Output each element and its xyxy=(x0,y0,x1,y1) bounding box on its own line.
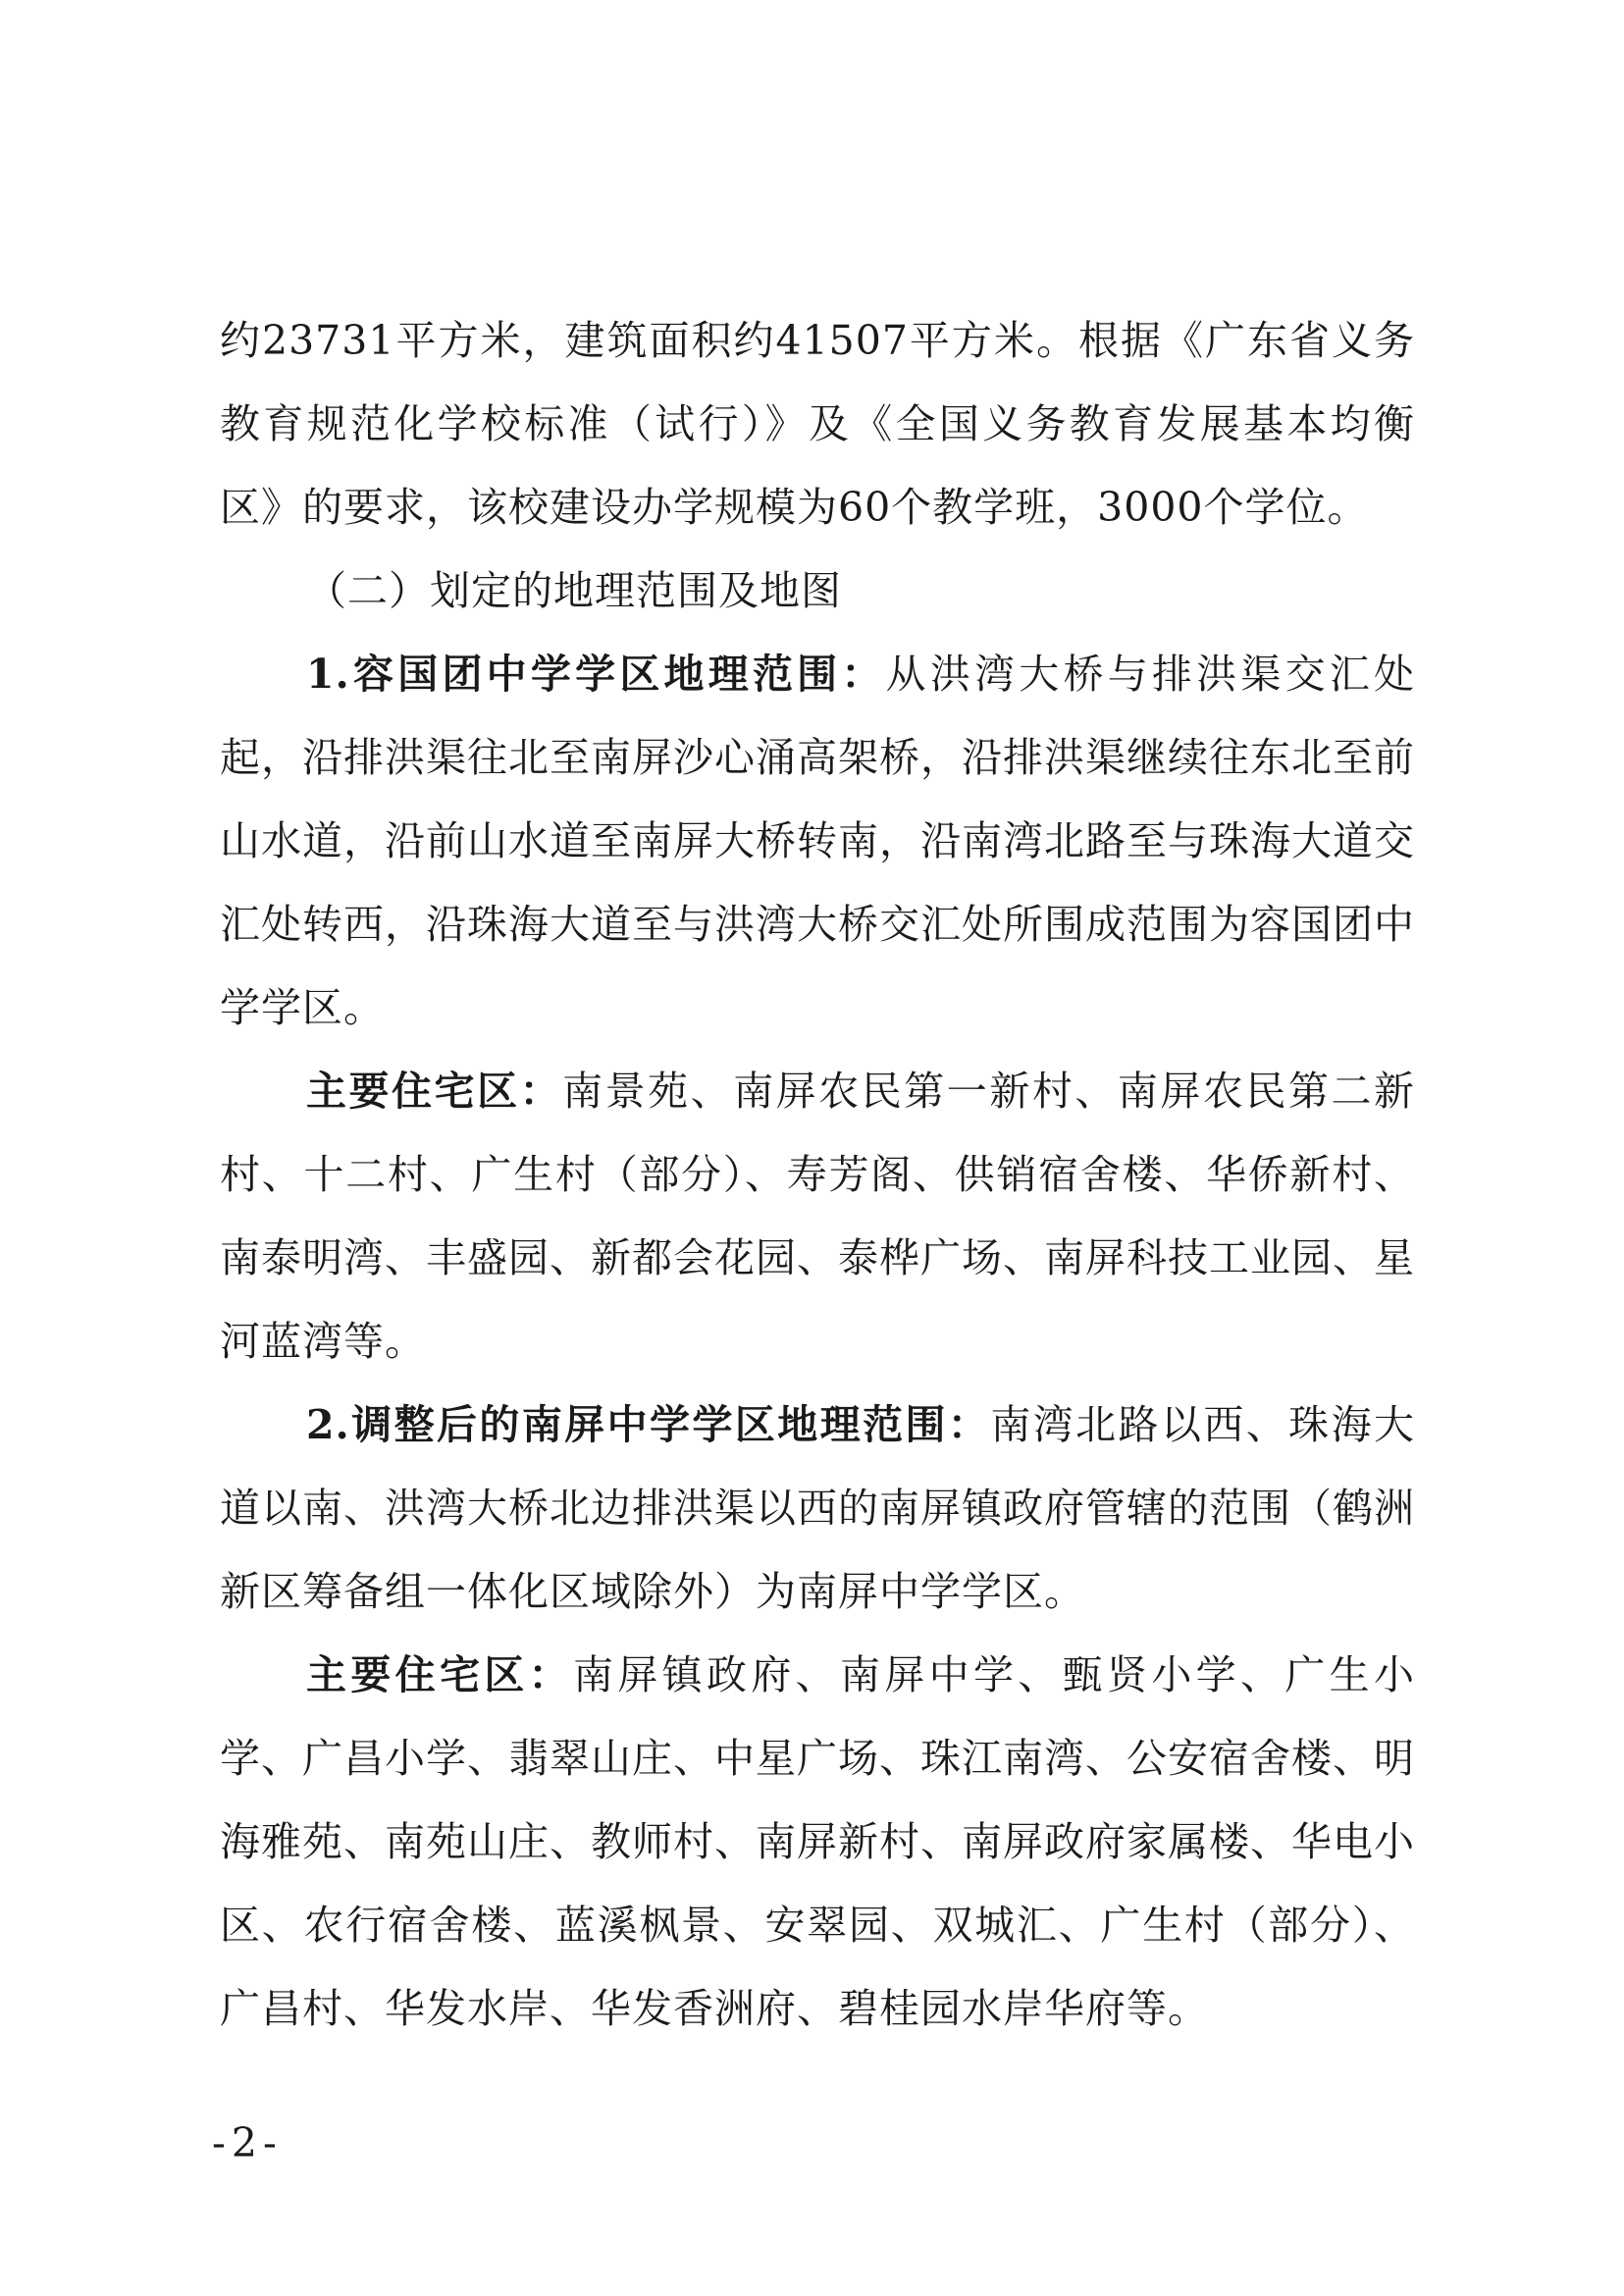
residential-2-text: 南屏镇政府、南屏中学、甄贤小学、广生小学、广昌小学、翡翠山庄、中星广场、珠江南湾、公安宿舍楼、明海雅苑、南苑山庄、教师村、南屏新村、南屏政府家属楼、华电小区、农行宿舍楼、蓝溪枫景、安翠园、双城汇、广生村（部分）、广昌村、华发水岸、华发香洲府、碧桂园水岸华府等。 xyxy=(220,1651,1415,2032)
residential-1-paragraph xyxy=(220,1050,1415,1383)
item-1-label: 1.容国团中学学区地理范围： xyxy=(306,651,886,698)
item-2-text: 南湾北路以西、珠海大道以南、洪湾大桥北边排洪渠以西的南屏镇政府管辖的范围（鹤洲新区筹备组一体化区域除外）为南屏中学学区。 xyxy=(220,1401,1415,1615)
item-1-text-wrapper xyxy=(220,633,1415,1050)
item-1-text: 从洪湾大桥与排洪渠交汇处起，沿排洪渠往北至南屏沙心涌高架桥，沿排洪渠继续往东北至前山水道，沿前山水道至南屏大桥转南，沿南湾北路至与珠海大道交汇处转西，沿珠海大道至与洪湾大桥交汇处所围成范围为容国团中学学区。 xyxy=(220,651,1416,1031)
section-heading xyxy=(220,549,1415,633)
residential-2-text-wrapper xyxy=(220,1634,1415,2051)
residential-1-text: 南景苑、南屏农民第一新村、南屏农民第二新村、十二村、广生村（部分）、寿芳阁、供销宿舍楼、华侨新村、南泰明湾、丰盛园、新都会花园、泰桦广场、南屏科技工业园、星河蓝湾等。 xyxy=(220,1068,1416,1365)
residential-2-paragraph xyxy=(220,1634,1415,2051)
residential-1-text-wrapper xyxy=(220,1050,1415,1383)
item-1-paragraph xyxy=(220,633,1415,1050)
page-number: -2- xyxy=(212,2119,283,2166)
item-2-paragraph xyxy=(220,1383,1415,1634)
section-heading-text: （二）划定的地理范围及地图 xyxy=(306,567,842,614)
item-2-text-wrapper xyxy=(220,1383,1415,1634)
item-2-label: 2.调整后的南屏中学学区地理范围： xyxy=(306,1401,991,1448)
continuation-paragraph xyxy=(220,299,1415,549)
residential-2-label: 主要住宅区： xyxy=(306,1651,573,1698)
continuation-text: 约23731平方米，建筑面积约41507平方米。根据《广东省义务教育规范化学校标准（试行）》及《全国义务教育发展基本均衡区》的要求，该校建设办学规模为60个教学班，3000个学位。 xyxy=(220,317,1415,531)
residential-1-label: 主要住宅区： xyxy=(306,1068,563,1115)
